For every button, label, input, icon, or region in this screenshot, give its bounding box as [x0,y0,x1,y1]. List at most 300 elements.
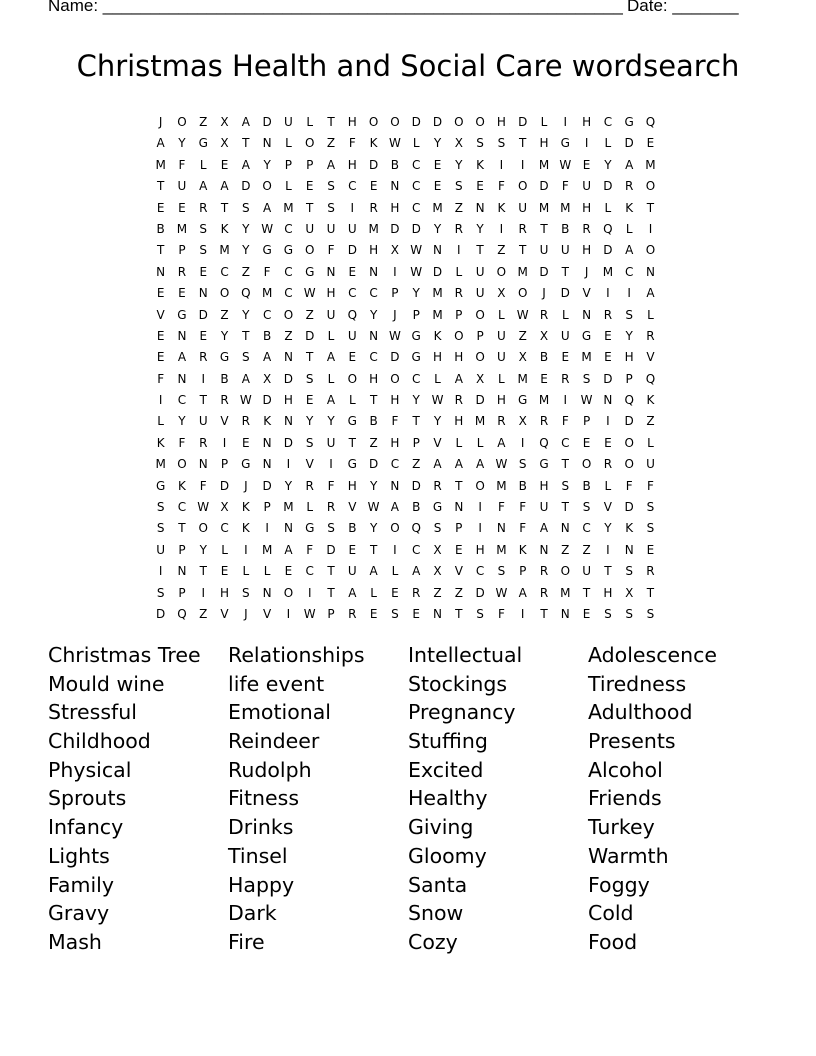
grid-letter: S [625,606,633,621]
grid-letter: F [561,414,569,429]
word-list [48,641,768,957]
grid-letter: P [284,157,293,172]
grid-letter: E [433,157,442,172]
grid-letter: K [433,328,442,343]
grid-letter: G [411,350,421,365]
grid-letter: N [283,414,293,429]
grid-letter: Z [241,264,250,279]
grid-letter: O [496,264,507,279]
grid-letter: I [222,435,227,450]
grid-letter: M [432,286,443,301]
grid-letter: N [283,350,293,365]
word-item: life event [228,671,325,696]
grid-letter: R [539,564,549,579]
grid-letter: E [178,286,186,301]
grid-letter: R [369,200,378,215]
grid-letter: G [518,393,528,408]
grid-letter: T [540,606,548,621]
grid-letter: C [475,564,485,579]
grid-letter: B [582,478,591,493]
grid-letter: N [177,564,187,579]
grid-letter: C [624,264,634,279]
grid-letter: K [156,435,165,450]
grid-letter: N [496,521,506,536]
grid-letter: D [624,500,634,515]
grid-letter: C [412,157,421,172]
grid-letter: W [431,393,444,408]
grid-letter: V [454,564,463,579]
grid-letter: Q [177,606,187,621]
grid-letter: P [306,157,314,172]
grid-letter: N [177,328,187,343]
grid-letter: A [241,371,250,386]
grid-letter: C [369,286,378,301]
grid-letter: S [476,136,484,151]
grid-letter: H [347,157,357,172]
grid-letter: N [624,542,634,557]
word-item: Mash [48,929,102,954]
grid-letter: M [474,414,486,429]
grid-letter: V [348,500,357,515]
grid-letter: I [478,521,482,536]
grid-letter: L [540,115,548,129]
grid-letter: H [347,478,357,493]
grid-letter: Y [604,521,612,536]
grid-letter: G [347,414,357,429]
grid-letter: D [411,221,421,236]
grid-letter: H [582,200,592,215]
grid-letter: M [432,200,443,215]
grid-letter: N [603,393,613,408]
grid-letter: V [220,606,229,621]
grid-letter: S [327,521,335,536]
grid-letter: Y [306,414,314,429]
grid-letter: R [241,414,250,429]
grid-letter: H [432,350,443,365]
grid-letter: D [603,371,613,386]
grid-letter: F [497,606,505,621]
grid-letter: T [242,136,250,151]
grid-letter: L [625,221,633,236]
grid-letter: L [604,136,612,151]
grid-letter: S [454,179,463,194]
grid-letter: T [327,564,335,579]
grid-letter: H [496,115,506,129]
grid-letter: C [582,521,591,536]
grid-letter: O [624,457,634,472]
grid-letter: I [520,157,525,172]
word-item: Adulthood [588,700,693,725]
grid-letter: R [199,200,208,215]
grid-letter: C [262,307,272,322]
grid-letter: C [177,500,187,515]
grid-letter: I [350,200,355,215]
grid-letter: Q [241,286,251,301]
grid-letter: U [326,307,336,322]
grid-letter: U [347,328,357,343]
grid-letter: R [539,307,549,322]
grid-letter: M [602,264,614,279]
grid-letter: D [624,136,634,151]
grid-letter: O [645,179,656,194]
grid-letter: F [348,136,356,151]
grid-letter: Y [242,221,250,236]
grid-letter: N [454,500,464,515]
grid-letter: H [326,286,336,301]
word-item: Happy [228,872,295,897]
grid-letter: E [199,264,208,279]
grid-letter: K [241,500,250,515]
grid-letter: B [518,478,527,493]
grid-letter: E [582,157,591,172]
grid-letter: E [348,264,357,279]
grid-letter: I [307,585,312,600]
grid-letter: I [457,243,461,258]
grid-letter: O [390,521,400,536]
grid-letter: A [263,350,272,365]
grid-letter: K [178,478,186,493]
grid-letter: H [539,136,549,151]
grid-letter: M [261,542,273,557]
grid-letter: S [305,371,314,386]
grid-letter: A [625,157,634,172]
grid-letter: I [499,157,504,172]
grid-letter: M [368,221,379,236]
grid-letter: S [582,371,591,386]
grid-letter: O [390,371,400,386]
word-item: Drinks [228,815,294,840]
grid-letter: W [495,457,508,472]
grid-letter: R [433,478,442,493]
grid-letter: T [646,585,655,600]
grid-letter: M [538,393,550,408]
grid-letter: C [220,264,229,279]
grid-letter: D [603,179,613,194]
grid-letter: O [475,350,485,365]
grid-letter: L [455,435,463,450]
grid-letter: K [646,393,655,408]
grid-letter: A [454,371,463,386]
grid-letter: I [329,457,333,472]
grid-letter: A [263,200,272,215]
grid-letter: E [646,542,655,557]
date-field[interactable]: Date: _______ [627,0,739,15]
grid-letter: A [518,585,527,600]
grid-letter: F [519,500,527,515]
grid-letter: D [518,115,528,129]
grid-letter: D [262,115,272,129]
grid-letter: J [158,115,163,129]
grid-letter: F [561,179,569,194]
grid-letter: A [326,350,336,365]
grid-letter: N [262,136,272,151]
grid-letter: P [455,521,463,536]
grid-letter: S [497,136,506,151]
grid-letter: O [198,521,208,536]
grid-letter: V [603,500,612,515]
grid-letter: T [561,457,569,472]
grid-letter: R [497,414,506,429]
grid-letter: X [625,585,634,600]
grid-letter: Y [242,243,250,258]
grid-letter: O [219,286,230,301]
grid-letter: X [433,564,442,579]
grid-letter: H [369,243,379,258]
grid-letter: S [433,521,442,536]
grid-letter: B [156,221,165,236]
grid-letter: Y [327,414,335,429]
grid-letter: C [561,435,570,450]
word-item: Santa [408,872,468,897]
grid-letter: G [539,457,549,472]
grid-letter: E [604,350,612,365]
grid-letter: L [285,136,292,151]
word-item: Mould wine [48,671,165,696]
word-item: Turkey [588,815,655,840]
grid-letter: U [326,221,336,236]
grid-letter: D [368,157,379,172]
grid-letter: V [646,350,655,365]
grid-letter: N [369,328,379,343]
grid-letter: C [412,371,421,386]
grid-letter: M [517,371,528,386]
grid-letter: O [305,243,315,258]
grid-letter: N [262,457,272,472]
grid-letter: B [263,328,272,343]
grid-letter: P [519,564,527,579]
grid-letter: S [582,500,591,515]
grid-letter: I [201,585,206,600]
grid-letter: L [157,414,164,429]
grid-letter: A [412,564,421,579]
grid-letter: P [412,435,420,450]
grid-letter: E [646,136,655,151]
grid-letter: V [156,307,165,322]
grid-letter: B [412,500,421,515]
grid-letter: S [625,307,633,322]
grid-letter: S [242,350,250,365]
word-item: Rudolph [228,757,312,782]
grid-letter: P [582,414,591,429]
grid-letter: I [648,221,653,236]
grid-letter: L [498,371,505,386]
grid-letter: S [391,606,399,621]
grid-letter: E [582,435,591,450]
grid-letter: R [646,328,655,343]
grid-letter: X [220,500,229,515]
grid-letter: U [497,328,506,343]
grid-letter: P [263,500,271,515]
grid-letter: T [348,435,356,450]
grid-letter: Y [284,478,293,493]
grid-letter: R [348,606,357,621]
grid-letter: Q [411,521,421,536]
grid-letter: R [625,179,634,194]
grid-letter: Q [645,371,656,386]
grid-letter: X [454,136,463,151]
grid-letter: E [156,286,165,301]
grid-letter: N [369,264,379,279]
grid-letter: D [156,606,166,621]
grid-letter: D [368,457,379,472]
grid-letter: S [199,221,208,236]
grid-letter: S [476,606,484,621]
grid-letter: Y [625,328,633,343]
grid-letter: E [476,179,484,194]
word-item: Gravy [48,901,110,926]
grid-letter: M [261,286,273,301]
grid-letter: T [604,564,612,579]
grid-letter: M [517,264,528,279]
grid-letter: I [286,457,291,472]
grid-letter: R [177,264,187,279]
grid-letter: G [581,328,592,343]
grid-letter: E [433,179,442,194]
grid-letter: W [197,500,210,515]
grid-letter: C [177,393,187,408]
grid-letter: L [476,435,484,450]
grid-letter: X [518,414,527,429]
grid-letter: X [220,136,229,151]
grid-letter: E [305,393,314,408]
grid-letter: Z [497,243,506,258]
grid-letter: L [306,500,314,515]
grid-letter: N [262,435,272,450]
grid-letter: O [283,585,294,600]
grid-letter: Z [326,136,336,151]
grid-letter: F [263,264,271,279]
grid-letter: N [560,606,570,621]
grid-letter: D [539,264,549,279]
word-item: Presents [588,729,676,754]
grid-letter: F [178,435,186,450]
word-item: Stockings [408,671,508,696]
grid-letter: E [178,200,186,215]
word-item: Family [48,872,114,897]
grid-letter: S [518,457,527,472]
grid-letter: Y [412,286,420,301]
grid-letter: O [645,243,656,258]
grid-letter: R [646,564,655,579]
grid-letter: J [584,264,589,279]
grid-letter: A [475,457,485,472]
grid-letter: N [560,521,570,536]
grid-letter: G [219,350,230,365]
grid-letter: N [156,264,166,279]
grid-letter: I [244,542,248,557]
grid-letter: L [348,393,356,408]
grid-letter: U [560,243,570,258]
grid-letter: M [176,221,188,236]
grid-letter: V [305,457,314,472]
grid-letter: L [285,179,292,194]
grid-letter: I [158,393,163,408]
grid-letter: R [305,478,314,493]
grid-letter: O [390,115,400,129]
grid-letter: S [646,500,655,515]
grid-letter: N [475,200,485,215]
grid-letter: L [647,435,654,450]
name-field[interactable]: Name: _______________________________________________________ [48,0,623,15]
grid-letter: V [220,414,229,429]
grid-letter: B [561,221,570,236]
grid-letter: N [433,243,442,258]
grid-letter: S [604,606,612,621]
grid-letter: X [433,542,442,557]
grid-letter: K [241,521,250,536]
grid-letter: T [455,478,463,493]
grid-letter: F [625,478,633,493]
grid-letter: U [347,564,357,579]
grid-letter: S [646,606,655,621]
grid-letter: M [432,307,443,322]
grid-letter: A [241,115,250,129]
grid-letter: Y [476,221,484,236]
grid-letter: H [475,542,485,557]
grid-letter: U [475,264,485,279]
grid-letter: H [390,200,400,215]
grid-letter: O [283,307,294,322]
word-item: Stuffing [408,729,488,754]
word-item: Emotional [228,700,331,725]
grid-letter: H [624,350,634,365]
grid-letter: Y [369,307,378,322]
grid-letter: G [347,457,357,472]
grid-letter: B [539,350,549,365]
grid-letter: O [475,307,485,322]
grid-letter: A [220,179,229,194]
grid-letter: Q [603,221,613,236]
grid-letter: N [198,457,208,472]
grid-letter: I [393,542,397,557]
letter-grid [150,112,661,625]
grid-letter: O [262,179,272,194]
grid-letter: Y [242,307,250,322]
grid-letter: H [220,585,230,600]
grid-letter: S [242,200,250,215]
grid-letter: O [624,435,634,450]
grid-letter: Y [433,136,442,151]
grid-letter: F [306,542,314,557]
grid-letter: Z [454,200,463,215]
grid-letter: W [303,606,316,621]
grid-letter: T [369,393,378,408]
grid-letter: O [368,115,379,129]
grid-letter: Y [263,157,271,172]
grid-letter: T [646,200,655,215]
grid-letter: C [348,286,357,301]
grid-letter: G [262,243,272,258]
grid-letter: S [156,521,165,536]
grid-letter: Q [347,307,358,322]
grid-letter: R [603,307,613,322]
grid-letter: K [263,414,272,429]
grid-letter: O [517,286,528,301]
grid-letter: E [156,328,165,343]
grid-letter: Z [582,542,591,557]
grid-letter: A [177,350,187,365]
grid-letter: M [645,157,656,172]
grid-letter: Z [454,585,463,600]
grid-letter: Q [645,115,656,129]
grid-letter: L [604,200,612,215]
grid-letter: K [518,542,527,557]
grid-letter: M [219,243,230,258]
grid-letter: C [390,457,400,472]
grid-letter: B [348,521,357,536]
grid-letter: C [412,542,421,557]
grid-letter: O [347,371,358,386]
